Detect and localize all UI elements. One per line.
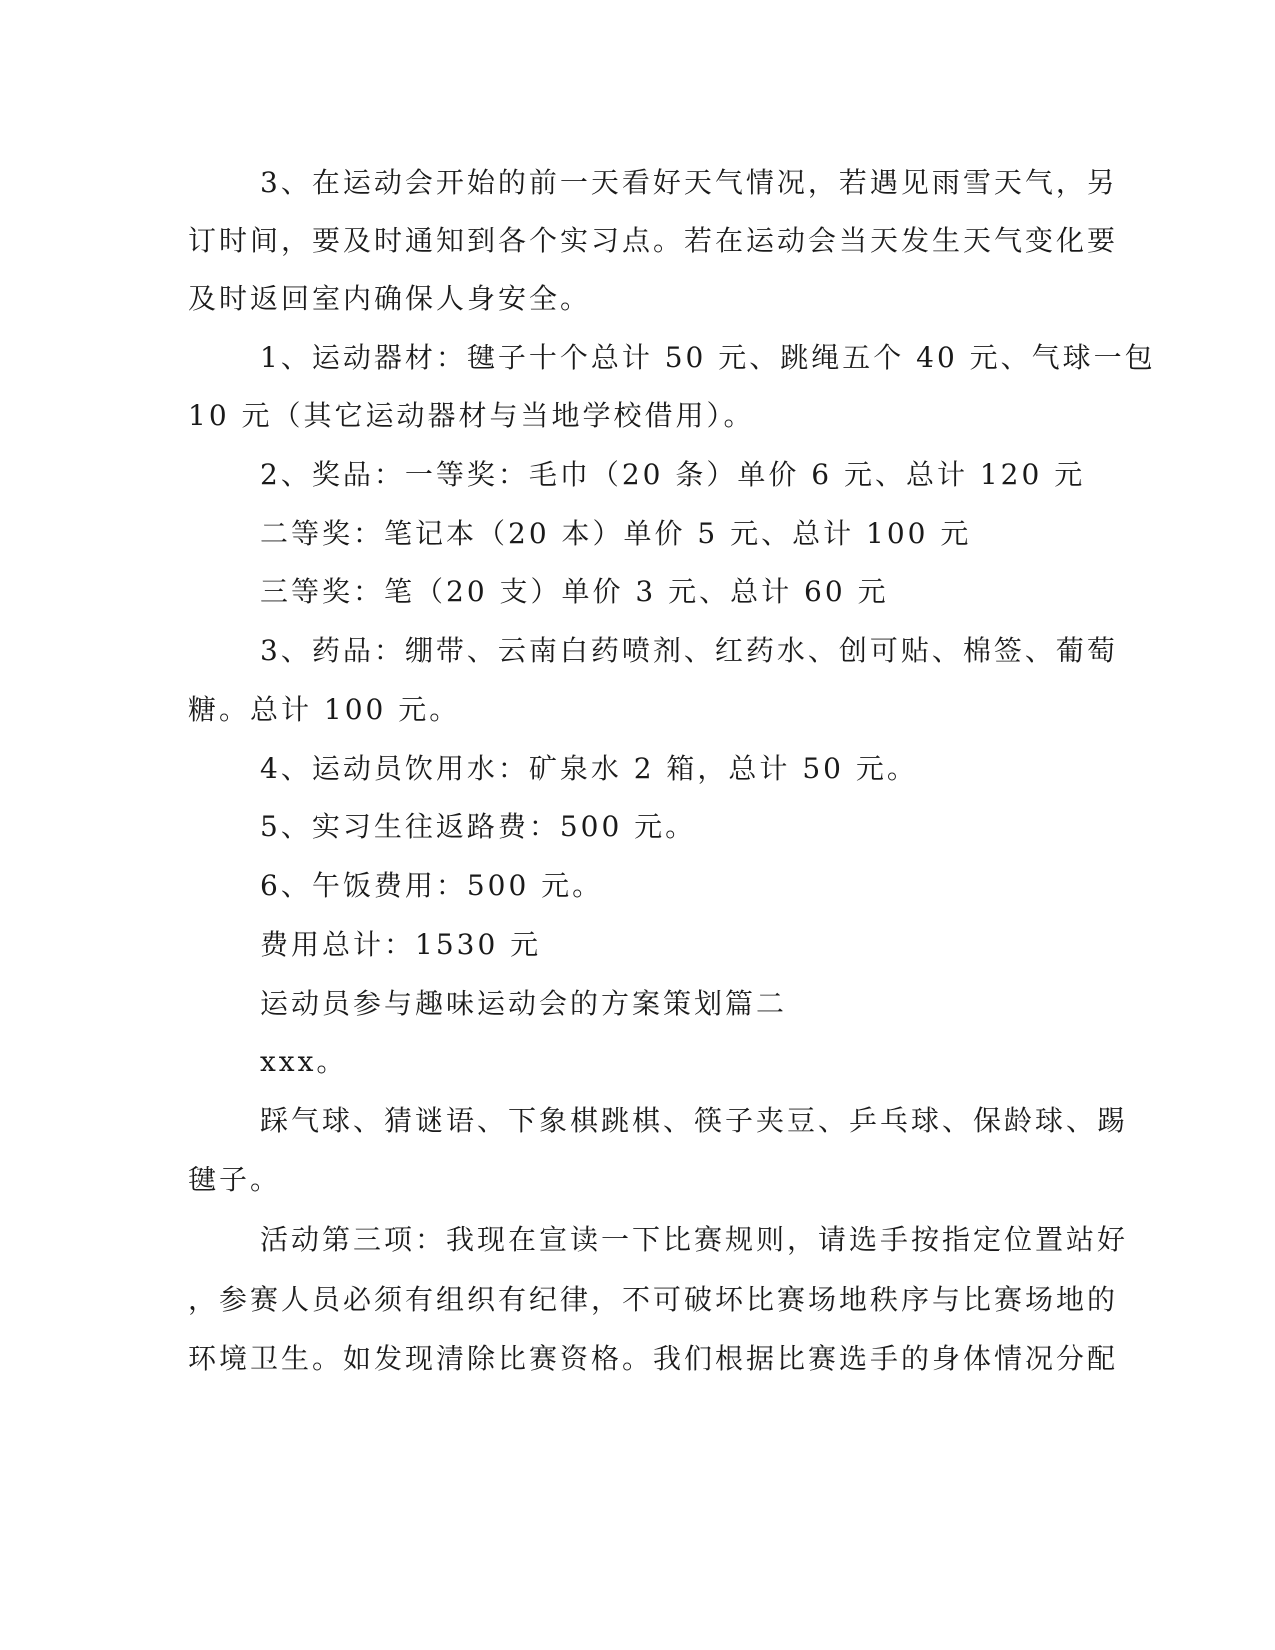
text-line: 1、运动器材：毽子十个总计 50 元、跳绳五个 40 元、气球一包 <box>260 341 1156 374</box>
text-line: 订时间，要及时通知到各个实习点。若在运动会当天发生天气变化要 <box>188 224 1119 257</box>
section-heading: 运动员参与趣味运动会的方案策划篇二 <box>260 987 788 1020</box>
text-line: 10 元（其它运动器材与当地学校借用）。 <box>188 399 755 432</box>
text-line: 3、在运动会开始的前一天看好天气情况，若遇见雨雪天气，另 <box>260 166 1118 199</box>
text-line: 5、实习生往返路费：500 元。 <box>260 810 697 843</box>
text-line: 3、药品：绷带、云南白药喷剂、红药水、创可贴、棉签、葡萄 <box>260 634 1118 667</box>
text-line: 三等奖：笔（20 支）单价 3 元、总计 60 元 <box>260 575 889 608</box>
text-line: 6、午饭费用：500 元。 <box>260 869 604 902</box>
text-line: 踩气球、猜谜语、下象棋跳棋、筷子夹豆、乒乓球、保龄球、踢 <box>260 1104 1129 1137</box>
text-line: ，参赛人员必须有组织有纪律，不可破坏比赛场地秩序与比赛场地的 <box>188 1283 1119 1316</box>
text-line: 2、奖品：一等奖：毛巾（20 条）单价 6 元、总计 120 元 <box>260 458 1086 491</box>
text-line: 4、运动员饮用水：矿泉水 2 箱，总计 50 元。 <box>260 752 918 785</box>
text-line: 毽子。 <box>188 1163 282 1196</box>
text-line: 环境卫生。如发现清除比赛资格。我们根据比赛选手的身体情况分配 <box>188 1342 1119 1375</box>
text-line: 二等奖：笔记本（20 本）单价 5 元、总计 100 元 <box>260 517 972 550</box>
text-line: 及时返回室内确保人身安全。 <box>188 282 592 315</box>
text-line: 活动第三项：我现在宣读一下比赛规则，请选手按指定位置站好 <box>260 1223 1129 1256</box>
text-line: 糖。总计 100 元。 <box>188 693 461 726</box>
text-line: 费用总计：1530 元 <box>260 928 542 961</box>
text-line: xxx。 <box>260 1045 348 1078</box>
